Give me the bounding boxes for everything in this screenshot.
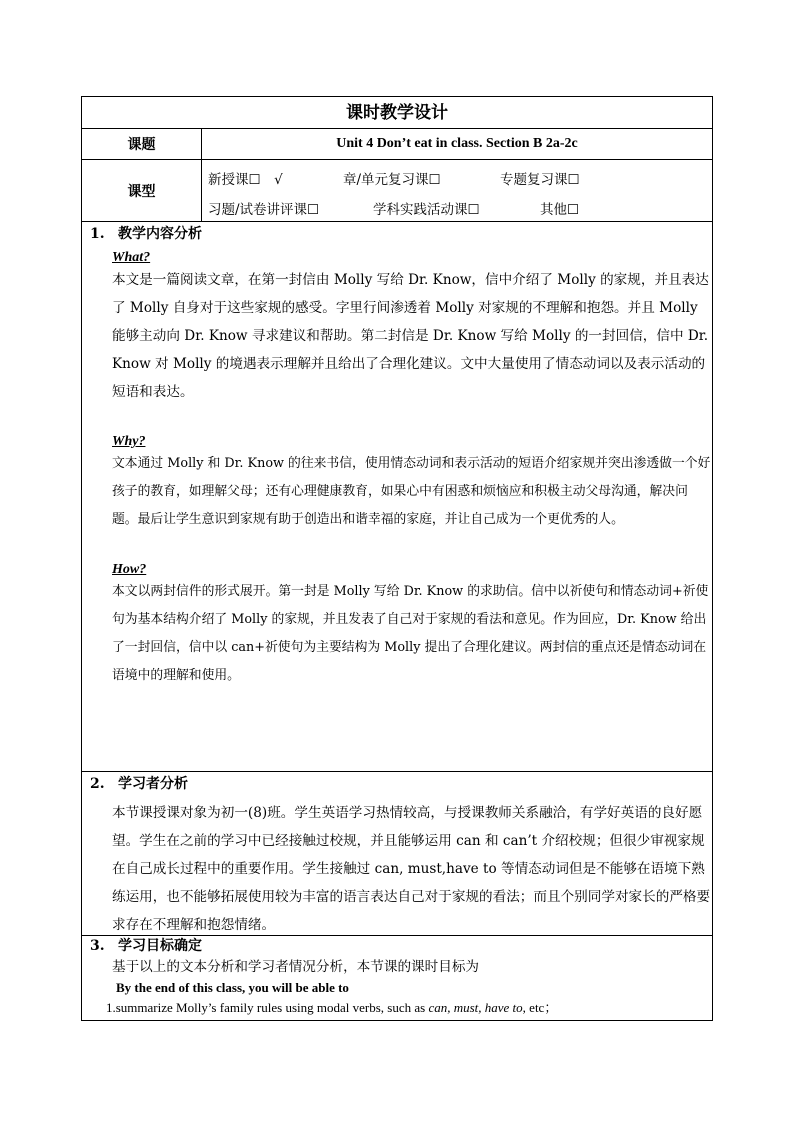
type-option-new[interactable]: 新授课☐ √ xyxy=(208,172,283,188)
why-text: 文本通过 Molly 和 Dr. Know 的往来书信，使用情态动词和表示活动的短语介绍家规并突出渗透做一个好孩子的教育，如理解父母；还有心理健康教育，如果心中有困惑和烦恼应和积极主动父母沟通，解决问题。最后让学生意识到家规有助于创造出和谐幸福的家庭，并让自己成为一个更优秀的人。 xyxy=(112,456,711,527)
type-option-exercise[interactable]: 习题/试卷讲评课☐ xyxy=(208,202,320,218)
how-heading: How? xyxy=(112,562,147,577)
goal-item-1: 1.summarize Molly’s family rules using modal verbs, such as can, must, have to, etc； xyxy=(106,1000,558,1015)
topic-value: Unit 4 Don’t eat in class. Section B 2a-2c xyxy=(336,136,578,151)
type-option-practice[interactable]: 学科实践活动课☐ xyxy=(373,202,480,218)
section1-heading: 1. 教学内容分析 xyxy=(90,226,202,242)
type-option-unit-review[interactable]: 章/单元复习课☐ xyxy=(343,172,441,188)
what-text: 本文是一篇阅读文章，在第一封信由 Molly 写给 Dr. Know，信中介绍了 Molly 的家规，并且表达了 Molly 自身对于这些家规的感受。字里行间渗透着 Molly 对家规的不理解和抱怨。并且 Molly 能够主动向 Dr. Know 寻求建议和帮助。第二封信是 Dr. Know 写给 Molly 的一封回信，信中 Dr. Know 对 Molly 的境遇表示理解并且给出了合理化建议。文中大量使用了情态动词以及表示活动的短语和表达。 xyxy=(112,272,709,400)
section2-heading: 2. 学习者分析 xyxy=(90,776,188,792)
section3-heading: 3. 学习目标确定 xyxy=(90,938,202,954)
lesson-type-options xyxy=(202,160,712,221)
table-title: 课时教学设计 xyxy=(82,97,712,129)
goals-lead-in: By the end of this class, you will be able to xyxy=(116,980,349,995)
section-learner-analysis xyxy=(82,772,712,936)
lesson-type-row xyxy=(82,160,712,222)
topic-label: 课题 xyxy=(82,129,202,159)
how-text: 本文以两封信件的形式展开。第一封是 Molly 写给 Dr. Know 的求助信。信中以祈使句和情态动词+祈使句为基本结构介绍了 Molly 的家规，并且发表了自己对于家规的看法和意见。作为回应，Dr. Know 给出了一封回信，信中以 can+祈使句为主要结构为 Molly 提出了合理化建议。两封信的重点还是情态动词在语境中的理解和使用。 xyxy=(112,584,709,683)
section-content-analysis xyxy=(82,222,712,772)
goals-intro: 基于以上的文本分析和学习者情况分析，本节课的课时目标为 xyxy=(112,959,480,975)
lesson-type-label: 课型 xyxy=(82,160,202,221)
type-option-topic-review[interactable]: 专题复习课☐ xyxy=(500,172,580,188)
topic-row xyxy=(82,129,712,160)
lesson-design-table xyxy=(81,96,713,1021)
type-option-other[interactable]: 其他☐ xyxy=(540,202,580,218)
learner-text: 本节课授课对象为初一(8)班。学生英语学习热情较高，与授课教师关系融洽，有学好英语的良好愿望。学生在之前的学习中已经接触过校规，并且能够运用 can 和 can’t 介绍校规；但很少审视家规在自己成长过程中的重要作用。学生接触过 can, must,have to 等情态动词但是不能够在语境下熟练运用，也不能够拓展使用较为丰富的语言表达自己对于家规的看法；而且个别同学对家长的严格要求存在不理解和抱怨情绪。 xyxy=(112,805,711,933)
why-heading: Why? xyxy=(112,434,146,449)
section-learning-goals xyxy=(82,936,712,1020)
what-heading: What? xyxy=(112,250,151,265)
